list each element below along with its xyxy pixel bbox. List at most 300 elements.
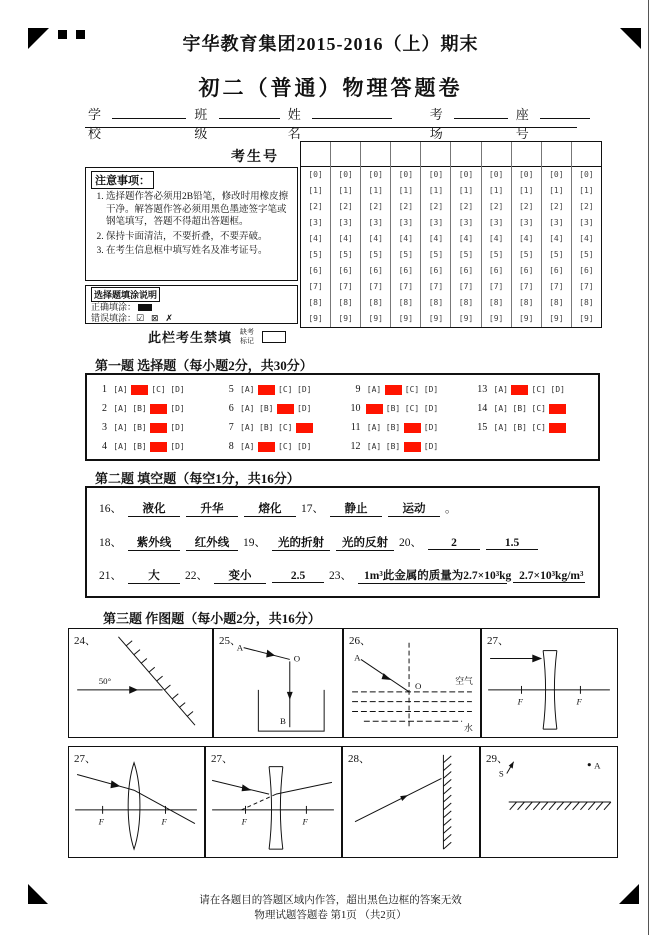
point-label: A <box>594 760 601 771</box>
candidate-digit-bubble[interactable]: [6] <box>338 266 353 275</box>
candidate-digit-bubble[interactable]: [7] <box>549 282 564 291</box>
answer-bubble[interactable]: [B] <box>132 442 147 451</box>
candidate-digit-column <box>512 142 542 327</box>
question-number: 27、 <box>487 635 509 647</box>
candidate-digit-bubble[interactable]: [3] <box>338 218 353 227</box>
correct-fill-label: 正确填涂： <box>91 302 137 312</box>
candidate-digit-bubble[interactable]: [0] <box>398 170 414 179</box>
choice-question <box>89 380 216 399</box>
fill-blank-answer[interactable]: 熔化 <box>244 500 296 517</box>
candidate-digit-bubble[interactable]: [3] <box>579 218 594 227</box>
answer-bubble-filled[interactable] <box>150 442 167 452</box>
drawing-box-27c[interactable] <box>205 746 342 858</box>
candidate-digit-bubble[interactable]: [9] <box>488 314 504 323</box>
candidate-digit-writebox[interactable] <box>542 142 571 167</box>
candidate-digit-writebox[interactable] <box>572 142 601 167</box>
candidate-digit-bubble[interactable]: [9] <box>308 314 323 323</box>
choice-column <box>469 380 596 456</box>
fill-blank-answer[interactable]: 紫外线 <box>128 534 180 551</box>
answer-bubble[interactable]: [A] <box>493 404 508 413</box>
drawing-box-27a[interactable] <box>481 628 618 738</box>
answer-bubble[interactable]: [C] <box>278 423 293 432</box>
notice-title: 注意事项： <box>91 171 154 189</box>
fill-blank-answer[interactable]: 静止 <box>330 500 382 517</box>
question-number: 28、 <box>348 753 370 765</box>
candidate-digit-bubble[interactable]: [7] <box>398 282 414 291</box>
candidate-digit-bubble[interactable]: [7] <box>458 282 474 291</box>
answer-bubble[interactable]: [B] <box>512 404 527 413</box>
fill-label: 19、 <box>243 536 266 549</box>
candidate-digit-column <box>482 142 512 327</box>
answer-bubble-filled[interactable] <box>404 442 421 452</box>
section2-answer-area <box>85 486 600 598</box>
drawing-box-28[interactable] <box>342 746 480 858</box>
fill-blank-answer[interactable]: 升华 <box>186 500 238 517</box>
candidate-digit-bubble[interactable]: [7] <box>338 282 353 291</box>
candidate-digit-bubble[interactable]: [4] <box>458 234 474 243</box>
candidate-digit-bubble[interactable]: [6] <box>579 266 594 275</box>
absent-mark-checkbox[interactable] <box>262 331 286 343</box>
answer-bubble[interactable]: [A] <box>113 404 128 413</box>
candidate-digit-bubble[interactable]: [7] <box>428 282 444 291</box>
candidate-digit-bubble[interactable]: [8] <box>428 298 444 307</box>
candidate-digit-bubble[interactable]: [0] <box>338 170 353 179</box>
candidate-digit-bubble[interactable]: [1] <box>549 186 564 195</box>
candidate-digit-bubble[interactable]: [2] <box>338 202 353 211</box>
answer-bubble-filled[interactable] <box>366 404 383 414</box>
focus-label: F <box>241 816 247 827</box>
candidate-digit-bubble[interactable]: [0] <box>458 170 474 179</box>
fill-blank-answer[interactable]: 运动 <box>388 500 440 517</box>
candidate-digit-column <box>542 142 572 327</box>
answer-bubble[interactable]: [D] <box>170 404 185 413</box>
answer-bubble[interactable]: [B] <box>259 404 274 413</box>
wrong-fill-samples: ☑ ⊠ ✗ <box>136 314 175 324</box>
candidate-digit-bubble[interactable]: [2] <box>368 202 383 211</box>
question-number: 27、 <box>211 753 233 765</box>
fill-line <box>97 500 588 517</box>
fill-label: 20、 <box>399 536 422 549</box>
info-field-label: 考场 <box>429 107 443 141</box>
choice-question <box>216 380 343 399</box>
fill-label: 18、 <box>99 536 122 549</box>
fill-blank-answer[interactable]: 1m³此金属的质量为2.7×10³kg <box>358 567 507 584</box>
candidate-digit-bubble[interactable]: [3] <box>368 218 383 227</box>
notice-item: 3. 在考生信息框中填写姓名及准考证号。 <box>106 245 292 258</box>
fill-blank-answer[interactable]: 变小 <box>214 567 266 584</box>
point-label: O <box>293 653 301 664</box>
candidate-digit-bubble[interactable]: [4] <box>368 234 383 243</box>
candidate-digit-bubble[interactable]: [4] <box>428 234 444 243</box>
answer-bubble[interactable]: [C] <box>531 404 546 413</box>
choice-question <box>216 418 343 437</box>
choice-column <box>216 380 343 456</box>
fill-label: 。 <box>445 503 457 515</box>
drawing-box-26[interactable] <box>343 628 481 738</box>
answer-bubble[interactable]: [D] <box>297 442 312 451</box>
answer-bubble[interactable]: [A] <box>240 442 255 451</box>
candidate-digit-bubble[interactable]: [3] <box>308 218 323 227</box>
candidate-digit-bubble[interactable]: [6] <box>458 266 474 275</box>
choice-question <box>343 380 470 399</box>
answer-bubble-filled[interactable] <box>258 442 275 452</box>
drawing-box-29[interactable] <box>480 746 618 858</box>
fill-guide-title: 选择题填涂说明 <box>91 287 160 302</box>
candidate-digit-column <box>572 142 601 327</box>
answer-bubble-filled[interactable] <box>511 385 528 395</box>
answer-bubble[interactable]: [D] <box>297 404 312 413</box>
candidate-digit-bubble[interactable]: [4] <box>398 234 414 243</box>
candidate-digit-writebox[interactable] <box>391 142 420 167</box>
candidate-digit-bubble[interactable]: [9] <box>518 314 534 323</box>
focus-label: F <box>302 816 308 827</box>
candidate-digit-bubble[interactable]: [8] <box>458 298 474 307</box>
candidate-digit-bubble[interactable]: [9] <box>579 314 594 323</box>
drawing-box-27b[interactable] <box>68 746 205 858</box>
answer-bubble[interactable]: [C] <box>404 404 420 413</box>
answer-bubble-filled[interactable] <box>404 423 421 433</box>
fill-blank-answer[interactable]: 光的反射 <box>336 534 394 551</box>
candidate-digit-bubble[interactable]: [2] <box>488 202 504 211</box>
answer-bubble[interactable]: [B] <box>385 442 401 451</box>
section1-title: 第一题 选择题（每小题2分，共30分） <box>95 358 313 373</box>
fill-blank-answer[interactable]: 大 <box>128 567 180 584</box>
answer-bubble[interactable]: [D] <box>423 404 439 413</box>
answer-bubble[interactable]: [A] <box>493 385 508 394</box>
answer-bubble-filled[interactable] <box>549 404 566 414</box>
answer-bubble[interactable]: [B] <box>512 423 527 432</box>
info-field-blank[interactable] <box>540 104 590 119</box>
candidate-digit-column <box>361 142 391 327</box>
candidate-digit-bubble[interactable]: [9] <box>338 314 353 323</box>
candidate-digit-writebox[interactable] <box>421 142 450 167</box>
answer-bubble[interactable]: [D] <box>170 423 185 432</box>
fill-blank-answer[interactable]: 光的折射 <box>272 534 330 551</box>
candidate-digit-bubble[interactable]: [5] <box>308 250 323 259</box>
candidate-digit-bubble[interactable]: [6] <box>488 266 504 275</box>
candidate-digit-bubble[interactable]: [1] <box>488 186 504 195</box>
question-number: 4 <box>102 441 107 452</box>
candidate-number-grid <box>300 141 602 328</box>
air-label: 空气 <box>455 675 473 686</box>
focus-label: F <box>161 816 167 827</box>
candidate-digit-bubble[interactable]: [3] <box>549 218 564 227</box>
candidate-digit-bubble[interactable]: [5] <box>458 250 474 259</box>
choice-question <box>469 418 596 437</box>
fill-blank-answer[interactable]: 红外线 <box>186 534 238 551</box>
absent-mark-line1: 缺考 <box>240 328 255 337</box>
question-number: 11 <box>350 422 361 433</box>
answer-bubble[interactable]: [A] <box>366 385 382 394</box>
question-number: 7 <box>228 422 234 433</box>
candidate-digit-bubble[interactable]: [1] <box>579 186 594 195</box>
fill-blank-answer[interactable]: 液化 <box>128 500 180 517</box>
candidate-digit-bubble[interactable]: [4] <box>308 234 323 243</box>
water-label: 水 <box>464 723 473 734</box>
choice-question <box>469 380 596 399</box>
candidate-digit-bubble[interactable]: [0] <box>368 170 383 179</box>
info-field-label: 座号 <box>515 107 529 141</box>
candidate-digit-bubble[interactable]: [1] <box>398 186 414 195</box>
answer-bubble[interactable]: [C] <box>278 385 293 394</box>
candidate-digit-bubble[interactable]: [4] <box>488 234 504 243</box>
question-number: 26、 <box>349 635 371 647</box>
candidate-digit-bubble[interactable]: [2] <box>518 202 534 211</box>
answer-bubble[interactable]: [B] <box>132 423 147 432</box>
absent-mark-label <box>240 328 254 344</box>
candidate-digit-bubble[interactable]: [9] <box>549 314 564 323</box>
notice-item: 1. 选择题作答必须用2B铅笔，修改时用橡皮擦干净。解答题作答必须用黑色墨迹签字笔或钢笔填写，答题不得超出答题框。 <box>106 191 292 229</box>
section1-answer-area <box>85 373 600 461</box>
candidate-digit-bubble[interactable]: [8] <box>368 298 383 307</box>
answer-bubble[interactable]: [D] <box>170 385 185 394</box>
question-number: 6 <box>228 403 234 414</box>
wrong-fill-label: 错误填涂： <box>91 313 137 323</box>
candidate-digit-bubble[interactable]: [7] <box>518 282 534 291</box>
answer-bubble-filled[interactable] <box>549 423 566 433</box>
candidate-digit-bubble[interactable]: [9] <box>458 314 474 323</box>
answer-bubble[interactable]: [D] <box>423 423 439 432</box>
fill-guide-box <box>85 285 298 324</box>
candidate-digit-bubble[interactable]: [8] <box>549 298 564 307</box>
answer-bubble-filled[interactable] <box>385 385 402 395</box>
answer-bubble[interactable]: [A] <box>113 423 128 432</box>
answer-bubble[interactable]: [A] <box>113 385 128 394</box>
choice-question <box>89 437 216 456</box>
candidate-digit-bubble[interactable]: [1] <box>368 186 383 195</box>
candidate-digit-bubble[interactable]: [2] <box>398 202 414 211</box>
candidate-digit-bubble[interactable]: [0] <box>549 170 564 179</box>
choice-column <box>343 380 470 456</box>
choice-question <box>89 399 216 418</box>
candidate-digit-bubble[interactable]: [0] <box>428 170 444 179</box>
candidate-digit-bubble[interactable]: [0] <box>518 170 534 179</box>
answer-bubble[interactable]: [C] <box>404 385 420 394</box>
correct-fill-sample-icon <box>138 304 152 311</box>
candidate-digit-bubble[interactable]: [5] <box>398 250 414 259</box>
notice-box <box>85 167 298 281</box>
candidate-digit-bubble[interactable]: [3] <box>518 218 534 227</box>
candidate-digit-bubble[interactable]: [0] <box>308 170 323 179</box>
answer-bubble[interactable]: [A] <box>113 442 128 451</box>
focus-label: F <box>576 696 582 707</box>
point-label: B <box>279 716 286 727</box>
fill-blank-answer[interactable]: 2.5 <box>272 570 324 583</box>
drawing-box-25[interactable] <box>213 628 343 738</box>
candidate-digit-bubble[interactable]: [0] <box>579 170 594 179</box>
question-number: 27、 <box>74 753 96 765</box>
section3-title: 第三题 作图题（每小题2分，共16分） <box>103 611 321 626</box>
fill-label: 21、 <box>99 570 122 582</box>
answer-bubble-filled[interactable] <box>150 423 167 433</box>
candidate-digit-bubble[interactable]: [5] <box>518 250 534 259</box>
info-field-label: 姓名 <box>287 107 301 141</box>
candidate-digit-bubble[interactable]: [5] <box>338 250 353 259</box>
angle-label: 50° <box>98 675 112 686</box>
answer-bubble-filled[interactable] <box>150 404 167 414</box>
answer-bubble[interactable]: [A] <box>493 423 508 432</box>
candidate-digit-bubble[interactable]: [8] <box>488 298 504 307</box>
candidate-digit-bubble[interactable]: [1] <box>338 186 353 195</box>
candidate-digit-bubble[interactable]: [9] <box>398 314 414 323</box>
candidate-digit-bubble[interactable]: [3] <box>488 218 504 227</box>
answer-bubble-filled[interactable] <box>258 385 275 395</box>
info-field-blank[interactable] <box>312 104 392 119</box>
answer-bubble[interactable]: [B] <box>385 404 401 413</box>
candidate-digit-bubble[interactable]: [5] <box>428 250 444 259</box>
candidate-digit-bubble[interactable]: [4] <box>338 234 353 243</box>
candidate-digit-bubble[interactable]: [2] <box>428 202 444 211</box>
candidate-digit-bubble[interactable]: [7] <box>368 282 383 291</box>
answer-bubble[interactable]: [A] <box>366 442 382 451</box>
candidate-digit-bubble[interactable]: [3] <box>458 218 474 227</box>
candidate-digit-bubble[interactable]: [4] <box>579 234 594 243</box>
candidate-digit-bubble[interactable]: [4] <box>549 234 564 243</box>
candidate-digit-bubble[interactable]: [7] <box>579 282 594 291</box>
question-number: 8 <box>228 441 234 452</box>
info-field-blank[interactable] <box>219 104 280 119</box>
candidate-digit-bubble[interactable]: [1] <box>458 186 474 195</box>
candidate-digit-bubble[interactable]: [1] <box>308 186 323 195</box>
info-field-blank[interactable] <box>112 104 186 119</box>
fill-blank-answer[interactable]: 1.5 <box>486 537 538 550</box>
candidate-digit-bubble[interactable]: [9] <box>428 314 444 323</box>
footer-warning: 请在各题目的答题区域内作答，超出黑色边框的答案无效 <box>199 895 462 906</box>
question-number: 12 <box>350 441 361 452</box>
answer-bubble[interactable]: [C] <box>531 385 546 394</box>
choice-question <box>89 418 216 437</box>
fill-blank-answer[interactable]: 2.7×10³kg/m³ <box>513 570 585 583</box>
answer-bubble[interactable]: [B] <box>132 404 147 413</box>
candidate-digit-bubble[interactable]: [2] <box>308 202 323 211</box>
choice-column <box>89 380 216 456</box>
source-label: S <box>498 768 504 779</box>
candidate-digit-bubble[interactable]: [2] <box>458 202 474 211</box>
fill-label: 16、 <box>99 503 122 515</box>
candidate-digit-column <box>391 142 421 327</box>
candidate-digit-bubble[interactable]: [5] <box>368 250 383 259</box>
candidate-digit-bubble[interactable]: [6] <box>518 266 534 275</box>
candidate-digit-bubble[interactable]: [6] <box>428 266 444 275</box>
candidate-digit-bubble[interactable]: [6] <box>549 266 564 275</box>
drawing-box-24[interactable] <box>68 628 213 738</box>
candidate-digit-bubble[interactable]: [2] <box>579 202 594 211</box>
answer-bubble-filled[interactable] <box>277 404 294 414</box>
answer-bubble[interactable]: [D] <box>170 442 185 451</box>
candidate-digit-bubble[interactable]: [5] <box>579 250 594 259</box>
answer-bubble[interactable]: [A] <box>240 404 255 413</box>
question-number: 10 <box>350 403 361 414</box>
answer-bubble[interactable]: [B] <box>385 423 401 432</box>
answer-bubble[interactable]: [A] <box>366 423 382 432</box>
sheet-title: 初二（普通）物理答题卷 <box>198 76 463 100</box>
choice-question <box>343 418 470 437</box>
candidate-digit-bubble[interactable]: [8] <box>338 298 353 307</box>
candidate-digit-column <box>331 142 361 327</box>
candidate-digit-writebox[interactable] <box>451 142 480 167</box>
fill-blank-answer[interactable]: 2 <box>428 537 480 550</box>
candidate-digit-bubble[interactable]: [9] <box>368 314 383 323</box>
answer-bubble-filled[interactable] <box>131 385 148 395</box>
candidate-digit-bubble[interactable]: [6] <box>398 266 414 275</box>
candidate-digit-writebox[interactable] <box>482 142 511 167</box>
candidate-digit-bubble[interactable]: [6] <box>308 266 323 275</box>
candidate-digit-bubble[interactable]: [3] <box>398 218 414 227</box>
candidate-digit-bubble[interactable]: [2] <box>549 202 564 211</box>
question-number: 5 <box>228 384 234 395</box>
answer-bubble[interactable]: [D] <box>423 385 439 394</box>
candidate-digit-column <box>451 142 481 327</box>
candidate-digit-bubble[interactable]: [5] <box>488 250 504 259</box>
candidate-digit-column <box>421 142 451 327</box>
answer-bubble[interactable]: [A] <box>240 423 255 432</box>
notice-item: 2. 保持卡面清洁，不要折叠，不要弄破。 <box>106 231 292 244</box>
candidate-digit-bubble[interactable]: [6] <box>368 266 383 275</box>
candidate-digit-writebox[interactable] <box>331 142 360 167</box>
candidate-digit-bubble[interactable]: [8] <box>398 298 414 307</box>
answer-bubble[interactable]: [D] <box>297 385 312 394</box>
page-edge-line <box>648 0 649 935</box>
focus-label: F <box>98 816 105 827</box>
absent-mark-line2: 标记 <box>240 336 255 345</box>
answer-bubble[interactable]: [A] <box>240 385 255 394</box>
answer-bubble[interactable]: [C] <box>531 423 546 432</box>
candidate-digit-bubble[interactable]: [7] <box>488 282 504 291</box>
candidate-digit-writebox[interactable] <box>361 142 390 167</box>
answer-bubble[interactable]: [B] <box>259 423 274 432</box>
choice-question <box>469 399 596 418</box>
answer-bubble[interactable]: [C] <box>278 442 293 451</box>
candidate-digit-bubble[interactable]: [1] <box>428 186 444 195</box>
answer-bubble[interactable]: [C] <box>151 385 166 394</box>
question-number: 3 <box>102 422 107 433</box>
choice-question <box>216 437 343 456</box>
info-field-label: 学校 <box>88 107 102 141</box>
choice-question <box>216 399 343 418</box>
candidate-digit-bubble[interactable]: [3] <box>428 218 444 227</box>
candidate-digit-bubble[interactable]: [4] <box>518 234 534 243</box>
candidate-digit-column <box>301 142 331 327</box>
candidate-digit-bubble[interactable]: [1] <box>518 186 534 195</box>
fill-line <box>97 567 588 584</box>
question-number: 24、 <box>74 635 96 647</box>
candidate-digit-bubble[interactable]: [5] <box>549 250 564 259</box>
correct-fill-row <box>91 302 292 313</box>
choice-question <box>343 399 470 418</box>
candidate-digit-bubble[interactable]: [7] <box>308 282 323 291</box>
point-label: A <box>236 642 244 653</box>
notice-list <box>106 191 292 258</box>
exam-title: 宇华教育集团2015-2016（上）期末 <box>182 34 479 54</box>
info-field-blank[interactable] <box>454 104 508 119</box>
answer-bubble[interactable]: [D] <box>550 385 565 394</box>
candidate-digit-bubble[interactable]: [0] <box>488 170 504 179</box>
candidate-digit-writebox[interactable] <box>301 142 330 167</box>
candidate-digit-bubble[interactable]: [8] <box>308 298 323 307</box>
candidate-digit-writebox[interactable] <box>512 142 541 167</box>
fill-line <box>97 534 588 551</box>
question-number: 15 <box>477 422 488 433</box>
wrong-fill-row <box>91 313 292 325</box>
candidate-digit-bubble[interactable]: [8] <box>518 298 534 307</box>
fill-label: 17、 <box>301 503 324 515</box>
point-label: A <box>354 652 361 663</box>
footer-page-info: 物理试题答题卷 第1页 （共2页） <box>254 910 407 921</box>
section2-title: 第二题 填空题（每空1分，共16分） <box>95 471 300 486</box>
answer-bubble-filled[interactable] <box>296 423 313 433</box>
candidate-digit-bubble[interactable]: [8] <box>579 298 594 307</box>
answer-bubble[interactable]: [D] <box>423 442 439 451</box>
